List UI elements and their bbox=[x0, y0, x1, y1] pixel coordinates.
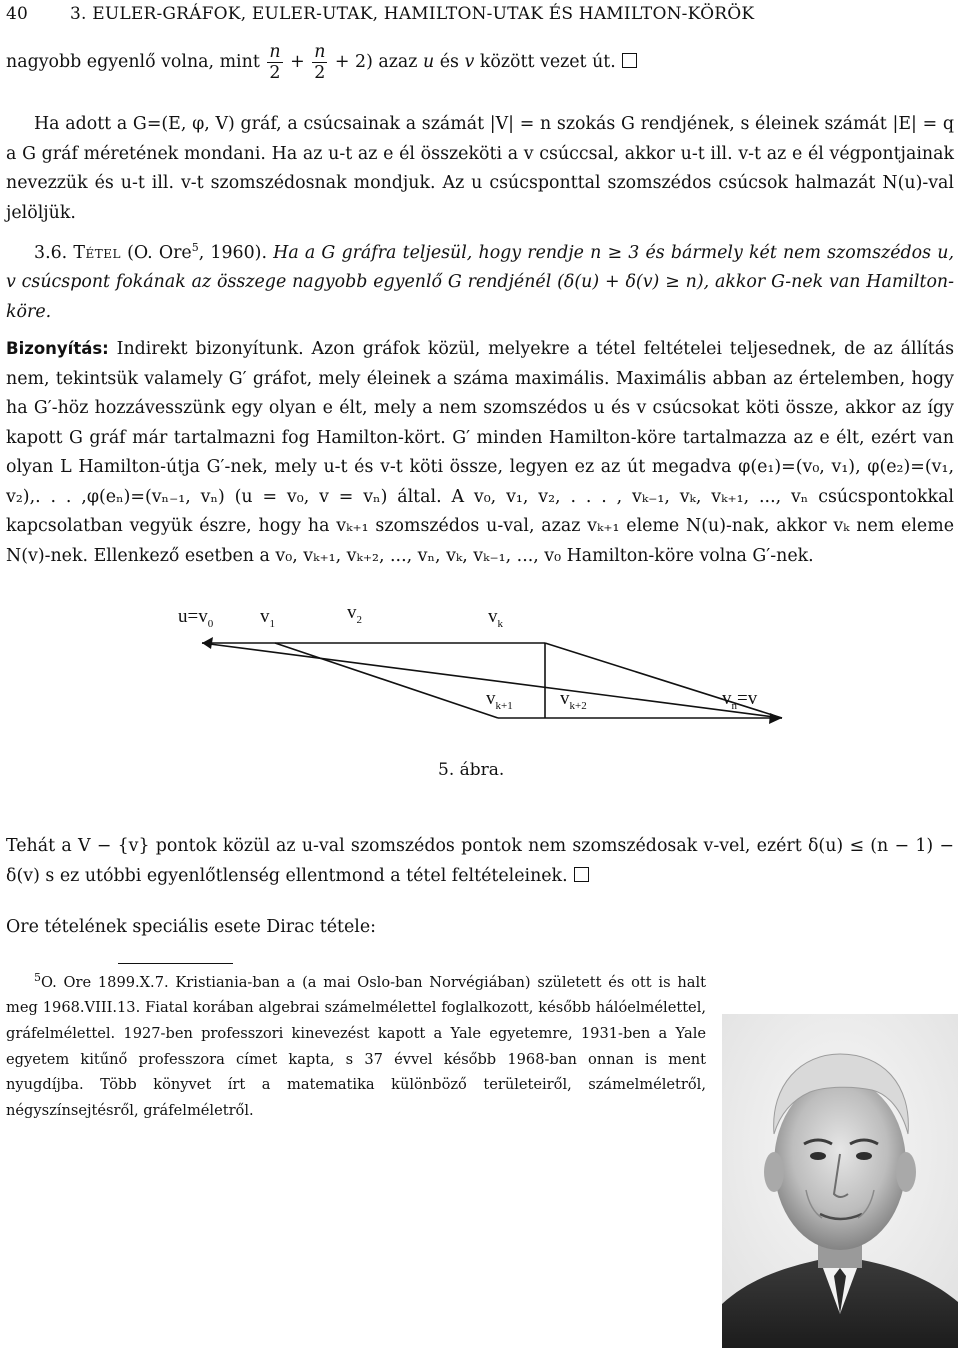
label-v2: $v_2$ bbox=[347, 602, 362, 626]
footnote-mark: 5 bbox=[191, 241, 199, 254]
page-number: 40 bbox=[6, 4, 29, 24]
footnote-5 bbox=[6, 965, 706, 1123]
theorem-number: 3.6. bbox=[34, 242, 68, 263]
running-title: 3. EULER-GRÁFOK, EULER-UTAK, HAMILTON-UTAK ÉS HAMILTON-KÖRÖK bbox=[70, 4, 755, 24]
plus-sign: + bbox=[290, 52, 305, 72]
label-vk1: $v_{k+1}$ bbox=[486, 688, 513, 712]
portrait-photo-ore bbox=[722, 1014, 958, 1348]
theorem-3-6 bbox=[6, 233, 954, 327]
theorem-label: Tétel bbox=[73, 242, 121, 263]
qed-square-icon bbox=[622, 53, 637, 68]
proof-paragraph bbox=[6, 334, 954, 571]
running-header bbox=[6, 4, 956, 24]
footnote-rule bbox=[118, 963, 233, 964]
label-vk: $v_k$ bbox=[488, 606, 503, 630]
definitions-text: Ha adott a G=(E, φ, V) gráf, a csúcsainak a számát |V| = n szokás G rendjének, s éleinek számát |E| = q a G gráf méretének mondani. Ha az u-t az e él összeköti a v csúccsal, akkor u-t ill. v-t az e él végpontjainak nevezzük és u-t ill. v-t szomszédosnak mondjuk. Az u csúcsponttal szomszédos csúcsok halmazát N(u)-val jelöljük. bbox=[6, 114, 954, 223]
arrow-head-vn bbox=[769, 713, 782, 724]
edge-v1-vk1 bbox=[275, 643, 498, 718]
portrait-illustration bbox=[722, 1014, 958, 1348]
dirac-intro bbox=[6, 913, 954, 943]
para1-text-c: között vezet út. bbox=[479, 52, 616, 72]
var-u: u bbox=[423, 52, 435, 72]
word-es: és bbox=[439, 52, 459, 72]
label-vk2: $v_{k+2}$ bbox=[560, 688, 587, 712]
theorem-year: , 1960). bbox=[198, 242, 267, 263]
var-v: v bbox=[464, 52, 475, 72]
label-u-v0: $u=v_0$ bbox=[178, 606, 214, 630]
label-v1: $v_1$ bbox=[260, 606, 275, 630]
conclusion-paragraph bbox=[6, 832, 954, 891]
arrow-head-v0 bbox=[202, 637, 213, 649]
conclusion-text: Tehát a V − {v} pontok közül az u-val szomszédos pontok nem szomszédosak v-vel, ezért δ(u) ≤ (n − 1) − δ(v) s ez utóbbi egyenlőtlenség ellentmond a tétel feltételeinek. bbox=[6, 836, 954, 886]
paragraph-definitions bbox=[6, 110, 954, 228]
qed-square-icon bbox=[574, 867, 589, 882]
footnote-number: 5 bbox=[34, 971, 41, 984]
para1-text-a: nagyobb egyenlő volna, mint bbox=[6, 52, 260, 72]
theorem-attribution: (O. Ore bbox=[127, 242, 192, 263]
theorem-statement: Ha a G gráfra teljesül, hogy rendje n ≥ 3 és bármely két nem szomszédos u, v csúcspont fokának az összege nagyobb egyenlő G rendjénél (δ(u) + δ(v) ≥ n), akkor G-nek van Hamilton-köre. bbox=[6, 242, 954, 322]
label-vn: $v_n=v$ bbox=[722, 688, 758, 712]
paragraph-fraction bbox=[6, 42, 954, 83]
proof-label: Bizonyítás: bbox=[6, 339, 109, 358]
dirac-text: Ore tételének speciális esete Dirac tétele: bbox=[6, 917, 377, 937]
fraction-n-over-2-b: $\frac{n}{2}$ bbox=[314, 42, 326, 83]
figure-caption: 5. ábra. bbox=[438, 760, 505, 780]
footnote-text: O. Ore 1899.X.7. Kristiania-ban a (a mai Oslo-ban Norvégiában) született és ott is halt meg 1968.VIII.13. Fiatal korában algebrai számelmélettel foglalkozott, később hálóelmélettel, gráfelmélettel. 1927-ben professzori kinevezést kapott a Yale egyetemre, 1931-ben a Yale egyetem kitűnő professzora címet kapta, s 37 évvel később 1968-ban onnan is ment nyugdíjba. Több könyvet írt a matematika különböző területeiről, számelméletről, négyszínsejtésről, gráfelméletről. bbox=[6, 973, 706, 1119]
fraction-n-over-2-a: $\frac{n}{2}$ bbox=[269, 42, 281, 83]
proof-text: Indirekt bizonyítunk. Azon gráfok közül, melyekre a tétel feltételei teljesednek, de az állítás nem, tekintsük valamely G′ gráfot, mely éleinek a száma maximális. Maximális abban az értelemben, hogy ha G′-höz hozzávesszünk egy olyan e élt, mely a nem szomszédos u és v csúcsokat köti össze, akkor az így kapott G gráf már tartalmazni fog Hamilton-kört. G′ minden Hamilton-köre tartalmazza az e élt, ezért van olyan L Hamilton-útja G′-nek, mely u-t és v-t köti össze, legyen ez az út megadva φ(e₁)=(v₀, v₁), φ(e₂)=(v₁, v₂),. . . ,φ(eₙ)=(vₙ₋₁, vₙ) (u = v₀, v = vₙ) által. A v₀, v₁, v₂, . . . , vₖ₋₁, vₖ, vₖ₊₁, ..., vₙ csúcspontokkal kapcsolatban vegyük észre, hogy ha vₖ₊₁ szomszédos u-val, azaz vₖ₊₁ eleme N(u)-nak, akkor vₖ nem eleme N(v)-nek. Ellenkező esetben a v₀, vₖ₊₁, vₖ₊₂, ..., vₙ, vₖ, vₖ₋₁, ..., v₀ Hamilton-köre volna G′-nek. bbox=[6, 339, 954, 566]
para1-text-b: + 2) azaz bbox=[334, 52, 418, 72]
